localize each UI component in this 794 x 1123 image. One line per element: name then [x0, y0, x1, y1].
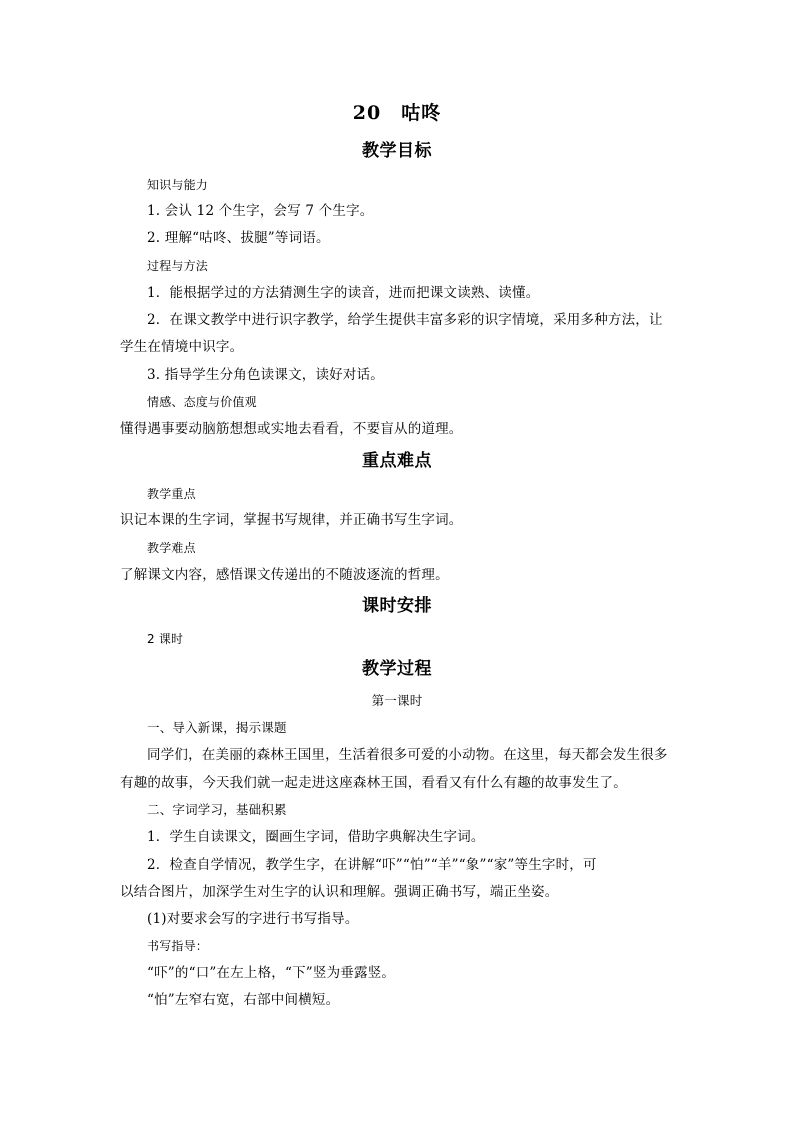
key-point-text: 识记本课的生字词，掌握书写规律，并正确书写生字词。: [120, 512, 463, 528]
process-step-1-title: 一、导入新课，揭示课题: [147, 720, 287, 735]
goal-item-1: 1. 会认 12 个生字，会写 7 个生字。: [147, 203, 374, 219]
writing-guidance-intro: (1)对要求会写的字进行书写指导。: [147, 911, 359, 927]
method-item-2-line2: 学生在情境中识字。: [120, 339, 244, 355]
word-study-item-2-line2: 以结合图片，加深学生对生字的认识和理解。强调正确书写，端正坐姿。: [120, 884, 559, 900]
goal-item-2: 2. 理解“咕咚、拔腿”等词语。: [147, 230, 330, 246]
values-text: 懂得遇事要动脑筋想想或实地去看看，不要盲从的道理。: [120, 421, 463, 437]
section-heading-key-difficult: 重点难点: [362, 451, 432, 471]
label-difficult-point: 教学难点: [147, 541, 196, 555]
writing-tip-pa: “怕”左窄右宽，右部中间横短。: [147, 992, 340, 1008]
label-knowledge-ability: 知识与能力: [147, 178, 209, 192]
difficult-point-text: 了解课文内容，感悟课文传递出的不随波逐流的哲理。: [120, 567, 449, 583]
label-process-method: 过程与方法: [147, 259, 209, 273]
method-item-2-line1: 2．在课文教学中进行识字教学，给学生提供丰富多彩的识字情境，采用多种方法，让: [147, 312, 663, 328]
process-step-2-title: 二、字词学习，基础积累: [147, 802, 287, 817]
label-emotion-values: 情感、态度与价值观: [147, 395, 257, 409]
intro-paragraph-line2: 有趣的故事，今天我们就一起走进这座森林王国，看看又有什么有趣的故事发生了。: [120, 775, 627, 791]
section-heading-process: 教学过程: [362, 659, 432, 679]
label-writing-guidance: 书写指导：: [147, 939, 209, 953]
intro-paragraph-line1: 同学们，在美丽的森林王国里，生活着很多可爱的小动物。在这里，每天都会发生很多: [147, 747, 668, 763]
label-key-point: 教学重点: [147, 487, 196, 501]
writing-tip-xia: “吓”的“口”在左上格，“下”竖为垂露竖。: [147, 965, 396, 981]
section-heading-schedule: 课时安排: [362, 596, 432, 616]
lesson-subheading: 第一课时: [371, 693, 423, 708]
section-heading-teaching-goals: 教学目标: [362, 141, 432, 161]
word-study-item-2-line1: 2．检查自学情况，教学生字，在讲解“吓”“怕”“羊”“象”“家”等生字时，可: [147, 857, 597, 873]
method-item-1: 1．能根据学过的方法猜测生字的读音，进而把课文读熟、读懂。: [147, 285, 540, 301]
word-study-item-1: 1．学生自读课文，圈画生字词，借助字典解决生字词。: [147, 829, 485, 845]
document-title: 20 咕咚: [352, 102, 442, 124]
schedule-text: 2 课时: [147, 632, 184, 646]
method-item-3: 3. 指导学生分角色读课文，读好对话。: [147, 367, 384, 383]
